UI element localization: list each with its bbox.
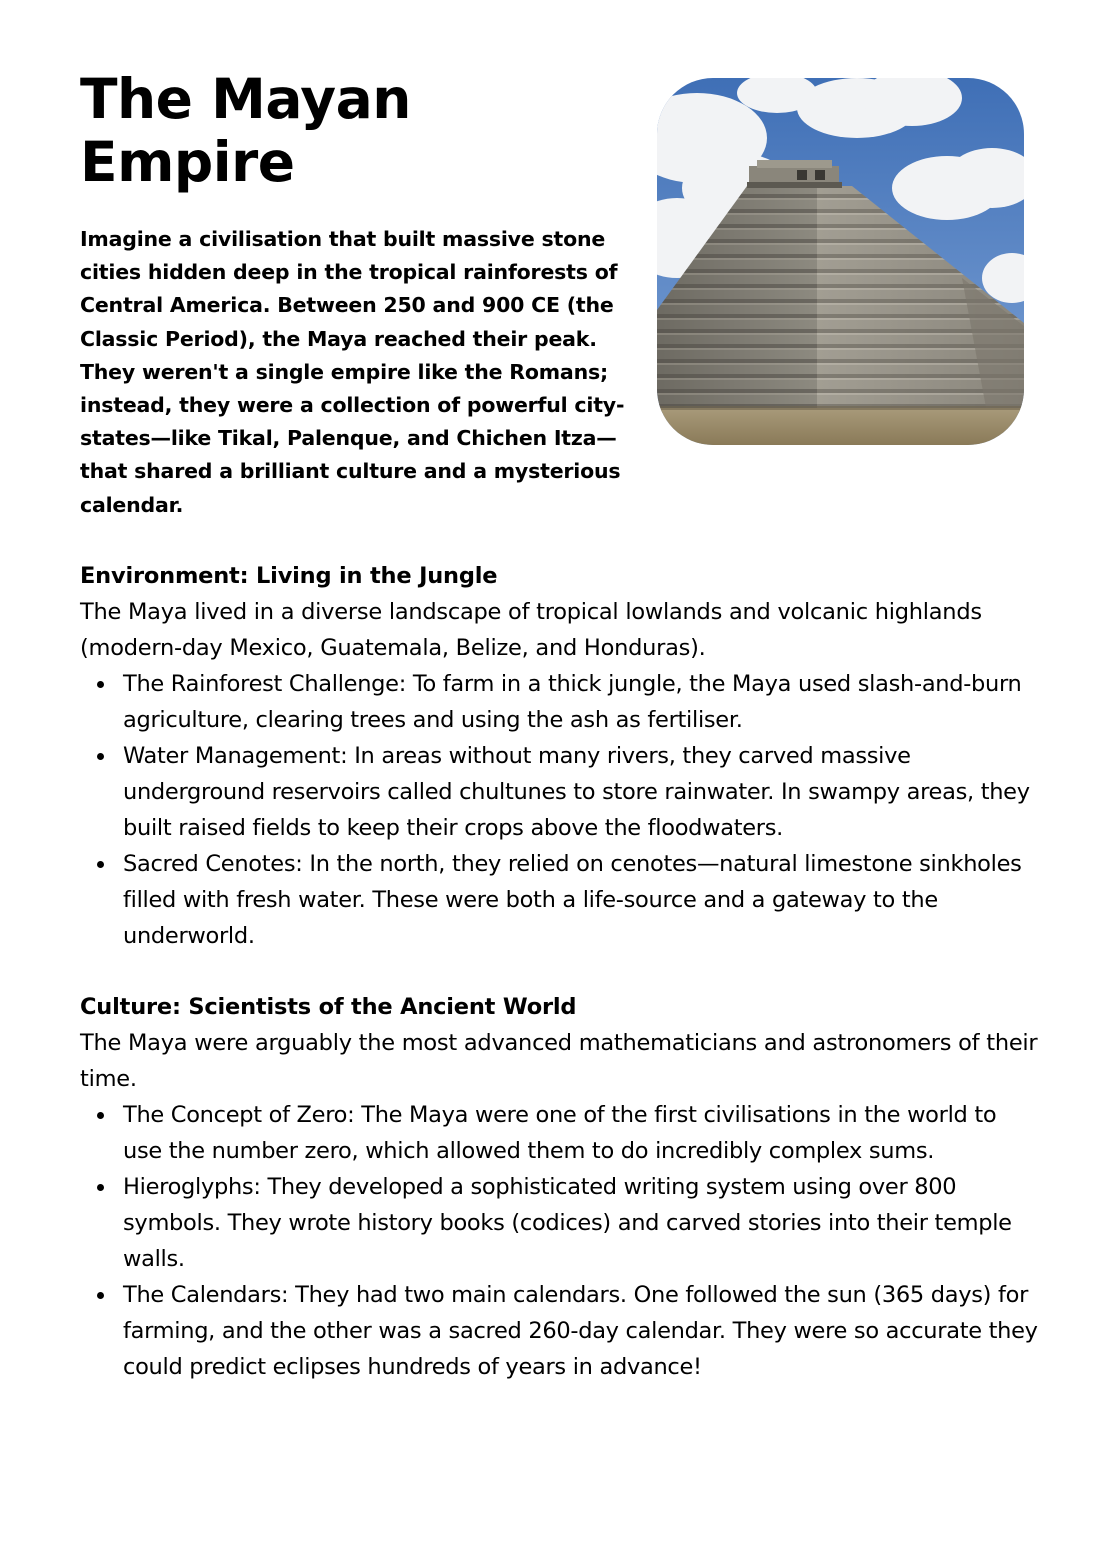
- list-item-text: The Concept of Zero: The Maya were one of the first civilisations in the world to use the number zero, which allowed them to do incredibly complex sums.: [123, 1102, 997, 1164]
- list-item-text: Sacred Cenotes: In the north, they relied on cenotes—natural limestone sinkholes filled with fresh water. These were both a life-source and a gateway to the underworld.: [123, 851, 1022, 949]
- section-intro: The Maya lived in a diverse landscape of tropical lowlands and volcanic highlands (modern-day Mexico, Guatemala, Belize, and Honduras).: [80, 599, 982, 661]
- pyramid-photo: [657, 78, 1024, 445]
- intro-paragraph: Imagine a civilisation that built massive stone cities hidden deep in the tropical rainforests of Central America. Between 250 and 900 CE (the Classic Period), the Maya reached their peak. They weren't a single empire like the Romans; instead, they were a collection of powerful city-states—like Tikal, Palenque, and Chichen Itza—that shared a brilliant culture and a mysterious calendar.: [80, 227, 625, 517]
- list-item-text: The Rainforest Challenge: To farm in a thick jungle, the Maya used slash-and-burn agriculture, clearing trees and using the ash as fertiliser.: [123, 671, 1022, 733]
- bullet-icon: [97, 861, 104, 868]
- bullet-list: [80, 666, 1040, 954]
- section-culture: [80, 989, 1040, 1385]
- bullet-icon: [97, 1112, 104, 1119]
- bullet-icon: [97, 1184, 104, 1191]
- page-title: The Mayan Empire: [80, 67, 411, 194]
- list-item-text: Hieroglyphs: They developed a sophisticated writing system using over 800 symbols. They wrote history books (codices) and carved stories into their temple walls.: [123, 1174, 1012, 1272]
- section-intro: The Maya were arguably the most advanced mathematicians and astronomers of their time.: [80, 1030, 1038, 1092]
- list-item: [80, 846, 1040, 954]
- list-item: [80, 738, 1040, 846]
- bullet-icon: [97, 681, 104, 688]
- section-environment: [80, 558, 1040, 954]
- bullet-list: [80, 1097, 1040, 1385]
- list-item: [80, 666, 1040, 738]
- pyramid-temple: [747, 160, 842, 188]
- list-item: [80, 1097, 1040, 1169]
- list-item: [80, 1169, 1040, 1277]
- list-item: [80, 1277, 1040, 1385]
- section-heading: Environment: Living in the Jungle: [80, 563, 498, 589]
- ground: [657, 408, 1024, 445]
- list-item-text: The Calendars: They had two main calendars. One followed the sun (365 days) for farming, and the other was a sacred 260-day calendar. They were so accurate they could predict eclipses hundreds of years in advance!: [123, 1282, 1038, 1380]
- bullet-icon: [97, 753, 104, 760]
- list-item-text: Water Management: In areas without many rivers, they carved massive underground reservoirs called chultunes to store rainwater. In swampy areas, they built raised fields to keep their crops above the floodwaters.: [123, 743, 1030, 841]
- bullet-icon: [97, 1292, 104, 1299]
- section-heading: Culture: Scientists of the Ancient World: [80, 994, 577, 1020]
